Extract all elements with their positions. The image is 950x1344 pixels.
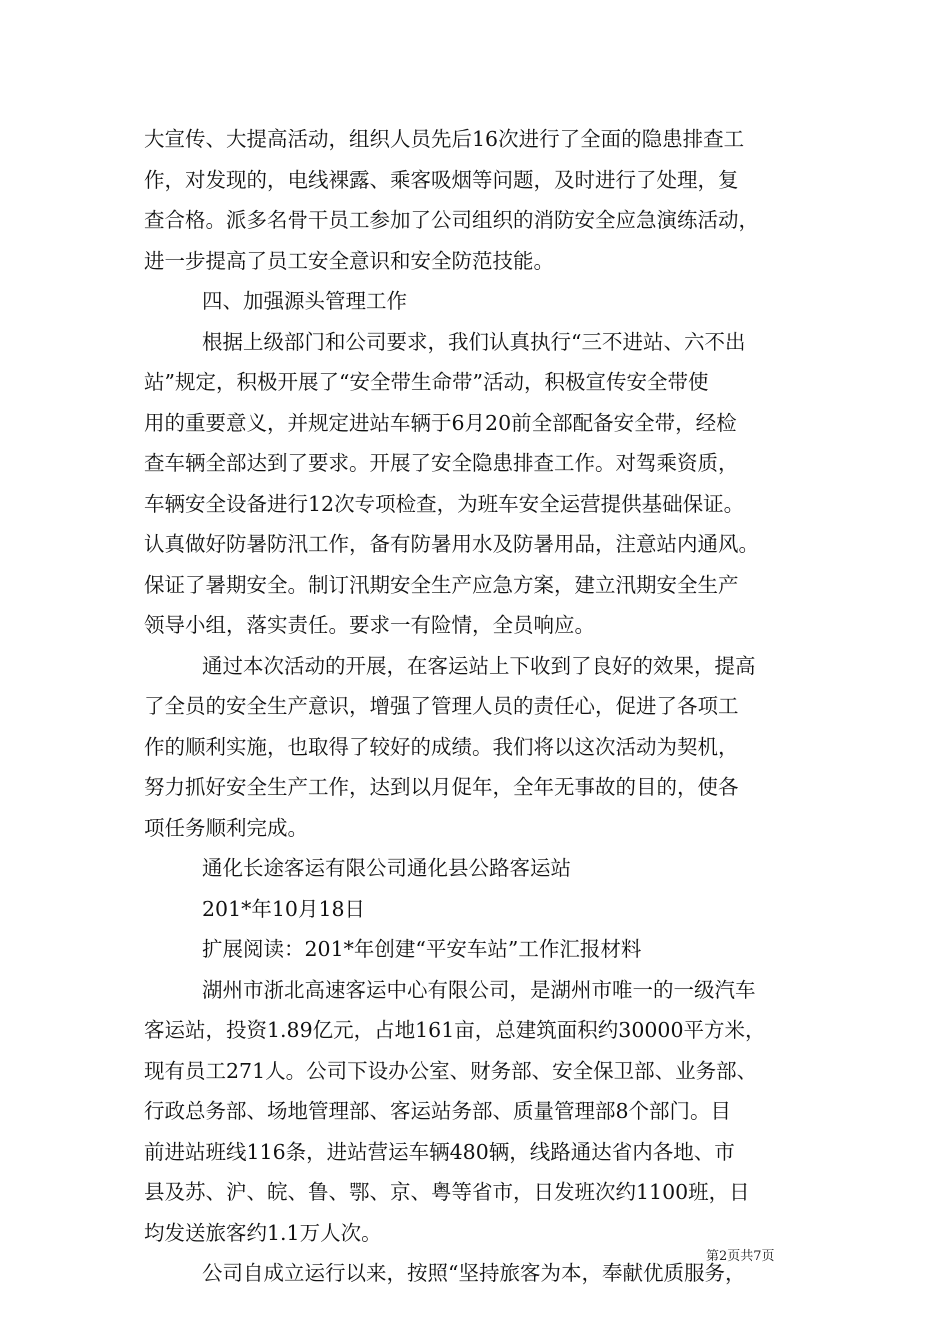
text-line: 车辆安全设备进行12次专项检查，为班车安全运营提供基础保证。 [144,491,745,516]
text-line: 县及苏、沪、皖、鲁、鄂、京、粤等省市，日发班次约1100班，日 [144,1180,750,1204]
text-line: 客运站，投资1.89亿元，占地161亩，总建筑面积约30000平方米， [144,1018,766,1042]
text-line: 公司自成立运行以来，按照“坚持旅客为本，奉献优质服务， [202,1261,746,1285]
text-line: 大宣传、大提高活动，组织人员先后16次进行了全面的隐患排查工 [144,127,745,151]
text-line: 湖州市浙北高速客运中心有限公司，是湖州市唯一的一级汽车 [202,977,756,1002]
text-line: 201*年10月18日 [202,896,366,921]
text-line: 领导小组，落实责任。要求一有险情，全员响应。 [144,613,595,637]
text-line: 作，对发现的，电线裸露、乘客吸烟等问题，及时进行了处理，复 [144,167,739,192]
text-line: 作的顺利实施，也取得了较好的成绩。我们将以这次活动为契机， [144,734,739,759]
text-line: 根据上级部门和公司要求，我们认真执行“三不进站、六不出 [202,329,746,354]
text-line: 努力抓好安全生产工作，达到以月促年，全年无事故的目的，使各 [144,775,739,799]
text-line: 用的重要意义，并规定进站车辆于6月20前全部配备安全带，经检 [144,410,737,435]
text-line: 通化长途客运有限公司通化县公路客运站 [202,856,571,880]
text-line: 四、加强源头管理工作 [202,289,407,313]
text-line: 前进站班线116条，进站营运车辆480辆，线路通达省内各地、市 [144,1139,735,1164]
text-line: 查合格。派多名骨干员工参加了公司组织的消防安全应急演练活动， [144,208,759,232]
page-number: 第2页共7页 [706,1249,775,1264]
text-line: 行政总务部、场地管理部、客运站务部、质量管理部8个部门。目 [144,1099,732,1123]
text-line: 项任务顺利完成。 [144,815,308,840]
text-line: 站”规定，积极开展了“安全带生命带”活动，积极宣传安全带使 [144,370,709,394]
text-line: 了全员的安全生产意识，增强了管理人员的责任心，促进了各项工 [144,694,739,718]
text-line: 进一步提高了员工安全意识和安全防范技能。 [144,248,554,273]
text-line: 扩展阅读：201*年创建“平安车站”工作汇报材料 [202,937,642,961]
text-line: 认真做好防暑防汛工作，备有防暑用水及防暑用品，注意站内通风。 [144,532,759,556]
text-line: 保证了暑期安全。制订汛期安全生产应急方案，建立汛期安全生产 [144,572,739,597]
document-body [144,119,812,1294]
text-line: 查车辆全部达到了要求。开展了安全隐患排查工作。对驾乘资质， [144,451,739,475]
text-line: 现有员工271人。公司下设办公室、财务部、安全保卫部、业务部、 [144,1058,758,1083]
text-line: 均发送旅客约1.1万人次。 [144,1220,382,1245]
text-line: 通过本次活动的开展，在客运站上下收到了良好的效果，提高 [202,653,756,678]
